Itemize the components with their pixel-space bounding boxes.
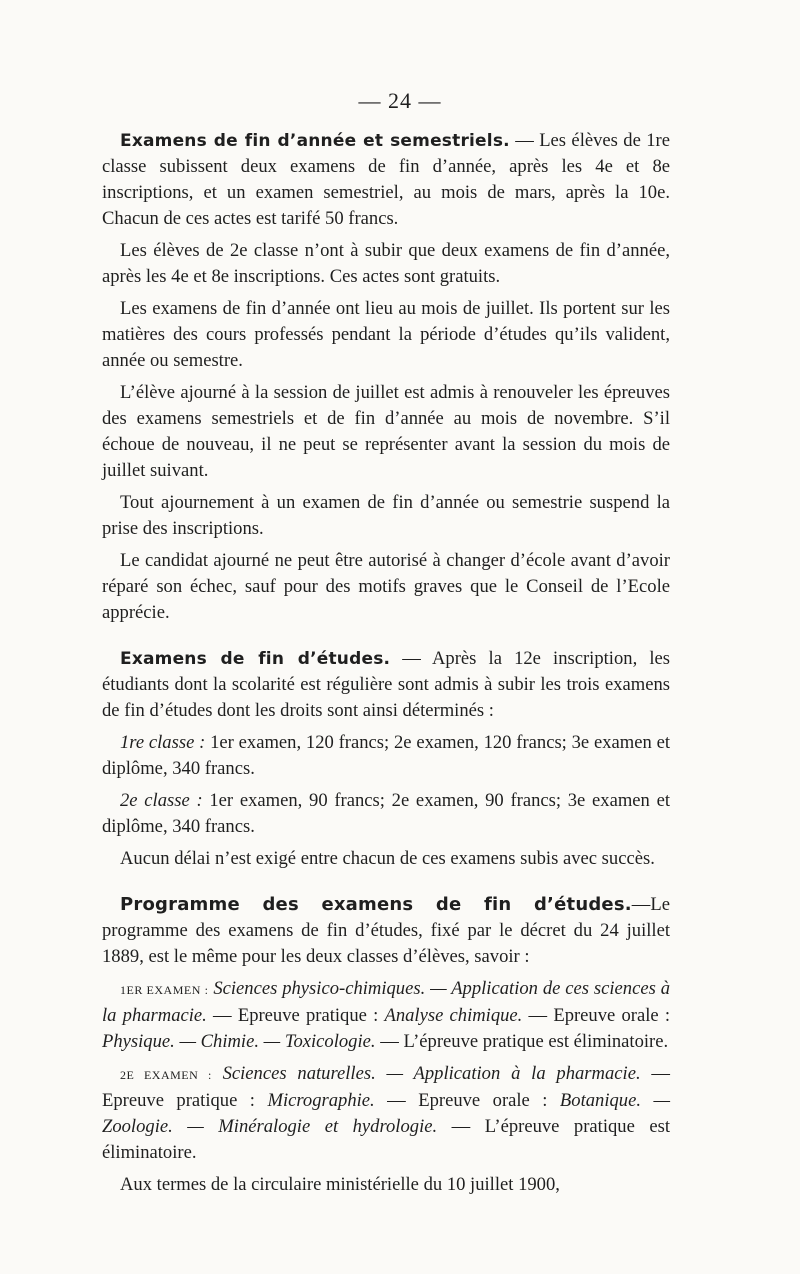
- label-deuxieme-examen: 2E EXAMEN :: [120, 1068, 212, 1082]
- paragraph-premiere-classe-fees: [102, 730, 670, 782]
- paragraph-deuxieme-classe-fees: [102, 788, 670, 840]
- paragraph-ajourne: L’élève ajourné à la session de juillet est admis à renouveler les épreuves des examens semestriels et de fin d’année au mois de novembre. S’il échoue de nouveau, il ne peut se représenter avant la session du mois de juillet suivant.: [102, 382, 670, 481]
- paragraph-aucun-delai: Aucun délai n’est exigé entre chacun de ces examens subis avec succès.: [120, 848, 655, 869]
- heading-examens-semestriels: Examens de fin d’année et semestriels.: [120, 131, 510, 151]
- eliminatoire-note: — L’épreuve pratique est éliminatoire.: [102, 1116, 670, 1163]
- exam-subjects: Sciences physico-chimiques. — Application de ces sciences à la pharmacie.: [102, 978, 670, 1026]
- epreuve-orale-label: — Epreuve orale :: [374, 1090, 560, 1111]
- heading-examens-fin-etudes: Examens de fin d’études.: [120, 649, 391, 669]
- page-number: — 24 —: [358, 88, 442, 113]
- fees-text: 1er examen, 120 francs; 2e examen, 120 francs; 3e examen et diplôme, 340 francs.: [102, 732, 671, 779]
- epreuve-orale-label: — Epreuve orale :: [522, 1005, 671, 1026]
- epreuve-pratique-label: — Epreuve pratique :: [206, 1005, 385, 1026]
- exam-subjects: Sciences naturelles. — Application à la pharmacie.: [211, 1063, 641, 1084]
- paragraph-text: — Les élèves de 1re classe subissent deux examens de fin d’année, après les 4e et 8e inscriptions, et un examen semestriel, au mois de mars, après la 10e. Chacun de ces actes est tarifé 50 francs.: [102, 130, 670, 229]
- paragraph-text: — Après la 12e inscription, les étudiants dont la scolarité est régulière sont admis à subir les trois examens de fin d’études dont les droits sont ainsi déterminés :: [102, 648, 670, 721]
- paragraph-changer-ecole: Le candidat ajourné ne peut être autorisé à changer d’école avant d’avoir réparé son échec, sauf pour des motifs graves que le Conseil de l’Ecole apprécie.: [102, 550, 670, 623]
- eliminatoire-note: — L’épreuve pratique est éliminatoire.: [375, 1031, 669, 1052]
- paragraph-premier-examen: [102, 976, 670, 1055]
- paragraph-deuxieme-examen: [102, 1061, 670, 1166]
- paragraph-deuxieme-classe: Les élèves de 2e classe n’ont à subir que deux examens de fin d’année, après les 4e et 8e inscriptions. Ces actes sont gratuits.: [102, 240, 670, 287]
- page-body: [102, 128, 670, 1204]
- paragraph-juillet: Les examens de fin d’année ont lieu au mois de juillet. Ils portent sur les matières des cours professés pendant la période d’études qu’ils valident, année ou semestre.: [102, 298, 670, 371]
- paragraph-text: —Le programme des examens de fin d’études, fixé par le décret du 24 juillet 1889, est le même pour les deux classes d’élèves, savoir :: [102, 894, 670, 967]
- section-semestriels-intro: [102, 128, 670, 232]
- fees-text: 1er examen, 90 francs; 2e examen, 90 francs; 3e examen et diplôme, 340 francs.: [102, 790, 670, 837]
- epreuve-pratique-label: — Epreuve pratique :: [102, 1063, 670, 1111]
- epreuve-pratique-value: Analyse chimique.: [384, 1005, 523, 1026]
- label-premiere-classe: 1re classe :: [120, 732, 206, 753]
- epreuve-pratique-value: Micrographie.: [267, 1090, 375, 1111]
- section-programme-intro: [102, 892, 670, 970]
- epreuve-orale-value: Botanique. — Zoologie. — Minéralogie et hydrologie.: [102, 1090, 670, 1137]
- paragraph-ajournement: Tout ajournement à un examen de fin d’année ou semestrie suspend la prise des inscriptions.: [102, 492, 670, 539]
- paragraph-circulaire: Aux termes de la circulaire ministérielle du 10 juillet 1900,: [120, 1174, 560, 1195]
- heading-programme: Programme des examens de fin d’études.: [120, 894, 632, 915]
- epreuve-orale-value: Physique. — Chimie. — Toxicologie.: [102, 1031, 376, 1052]
- label-deuxieme-classe: 2e classe :: [120, 790, 203, 811]
- label-premier-examen: 1ER EXAMEN :: [120, 983, 209, 997]
- section-fin-etudes-intro: [102, 646, 670, 724]
